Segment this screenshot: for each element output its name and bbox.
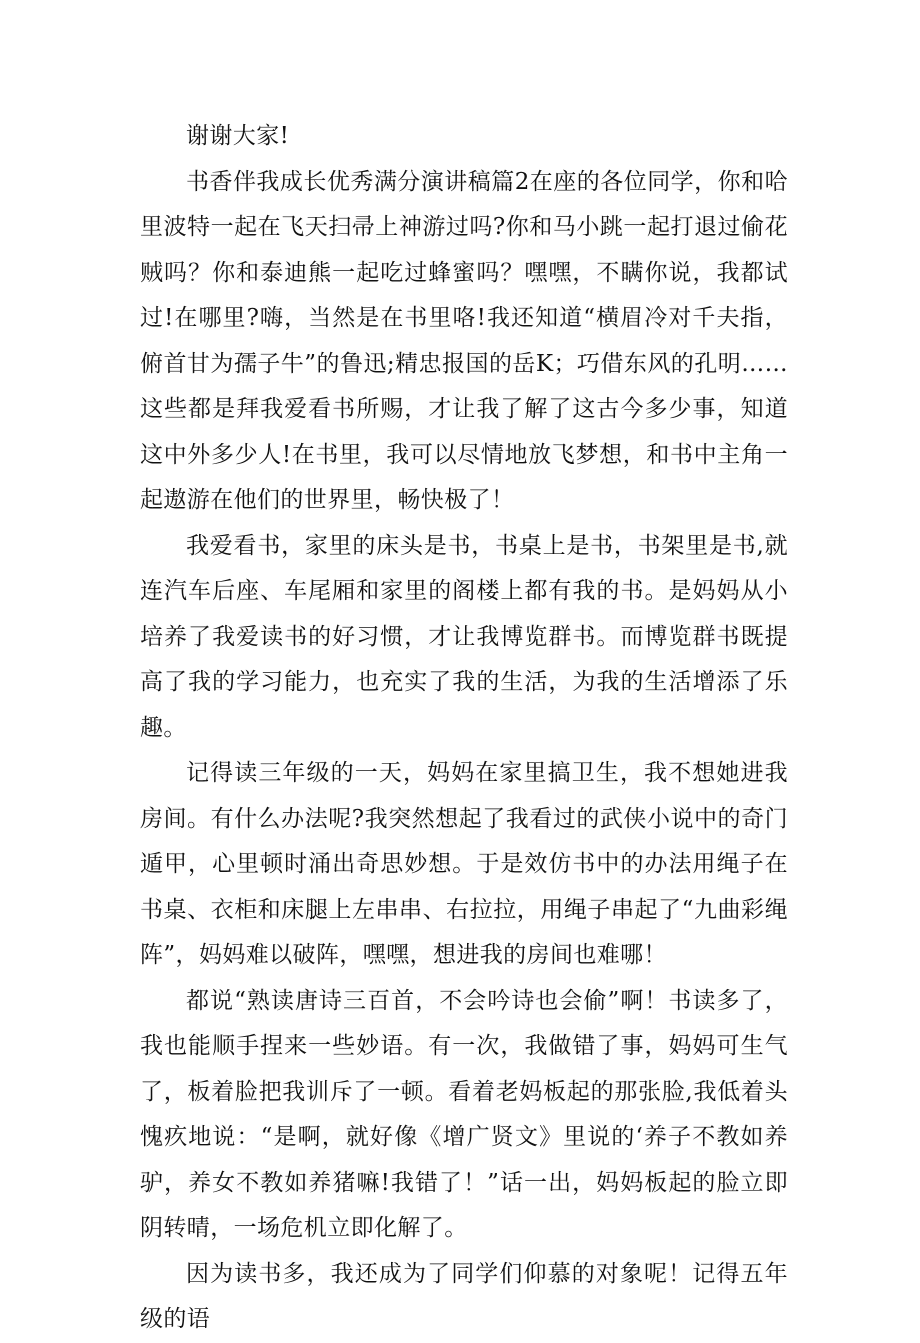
paragraph-love-reading: 我爱看书，家里的床头是书，书桌上是书，书架里是书,就连汽车后座、车尾厢和家里的阁楼上都有我的书。是妈妈从小培养了我爱读书的好习惯，才让我博览群书。而博览群书既提高了我的学习能力，也充实了我的生活，为我的生活增添了乐趣。 (140, 532, 788, 741)
paragraph-poetry-story: 都说“熟读唐诗三百首，不会吟诗也会偷”啊！书读多了，我也能顺手捏来一些妙语。有一次，我做错了事，妈妈可生气了，板着脸把我训斥了一顿。看着老妈板起的那张脸,我低着头愧疚地说：“是啊，就好像《增广贤文》里说的‘养子不教如养驴，养女不教如养猪嘛!我错了！”话一出，妈妈板起的脸立即阴转晴，一场危机立即化解了。 (140, 987, 788, 1241)
document-body (140, 114, 788, 1343)
paragraph-closing-thanks: 谢谢大家! (186, 123, 290, 149)
paragraph-third-grade-story: 记得读三年级的一天，妈妈在家里搞卫生，我不想她进我房间。有什么办法呢?我突然想起了我看过的武侠小说中的奇门遁甲，心里顿时涌出奇思妙想。于是效仿书中的办法用绳子在书桌、衣柜和床腿上左串串、右拉拉，用绳子串起了“九曲彩绳阵”，妈妈难以破阵，嘿嘿，想进我的房间也难哪！ (140, 760, 788, 968)
paragraph-intro: 书香伴我成长优秀满分演讲稿篇2在座的各位同学，你和哈里波特一起在飞天扫帚上神游过吗?你和马小跳一起打退过偷花贼吗？你和泰迪熊一起吃过蜂蜜吗？嘿嘿，不瞒你说，我都试过!在哪里?嗨，当然是在书里咯!我还知道“横眉冷对千夫指，俯首甘为孺子牛”的鲁迅;精忠报国的岳K；巧借东风的孔明……这些都是拜我爱看书所赐，才让我了解了这古今多少事，知道这中外多少人!在书里，我可以尽情地放飞梦想，和书中主角一起遨游在他们的世界里，畅快极了！ (140, 168, 788, 513)
paragraph-admired: 因为读书多，我还成为了同学们仰慕的对象呢！记得五年级的语 (140, 1260, 788, 1332)
